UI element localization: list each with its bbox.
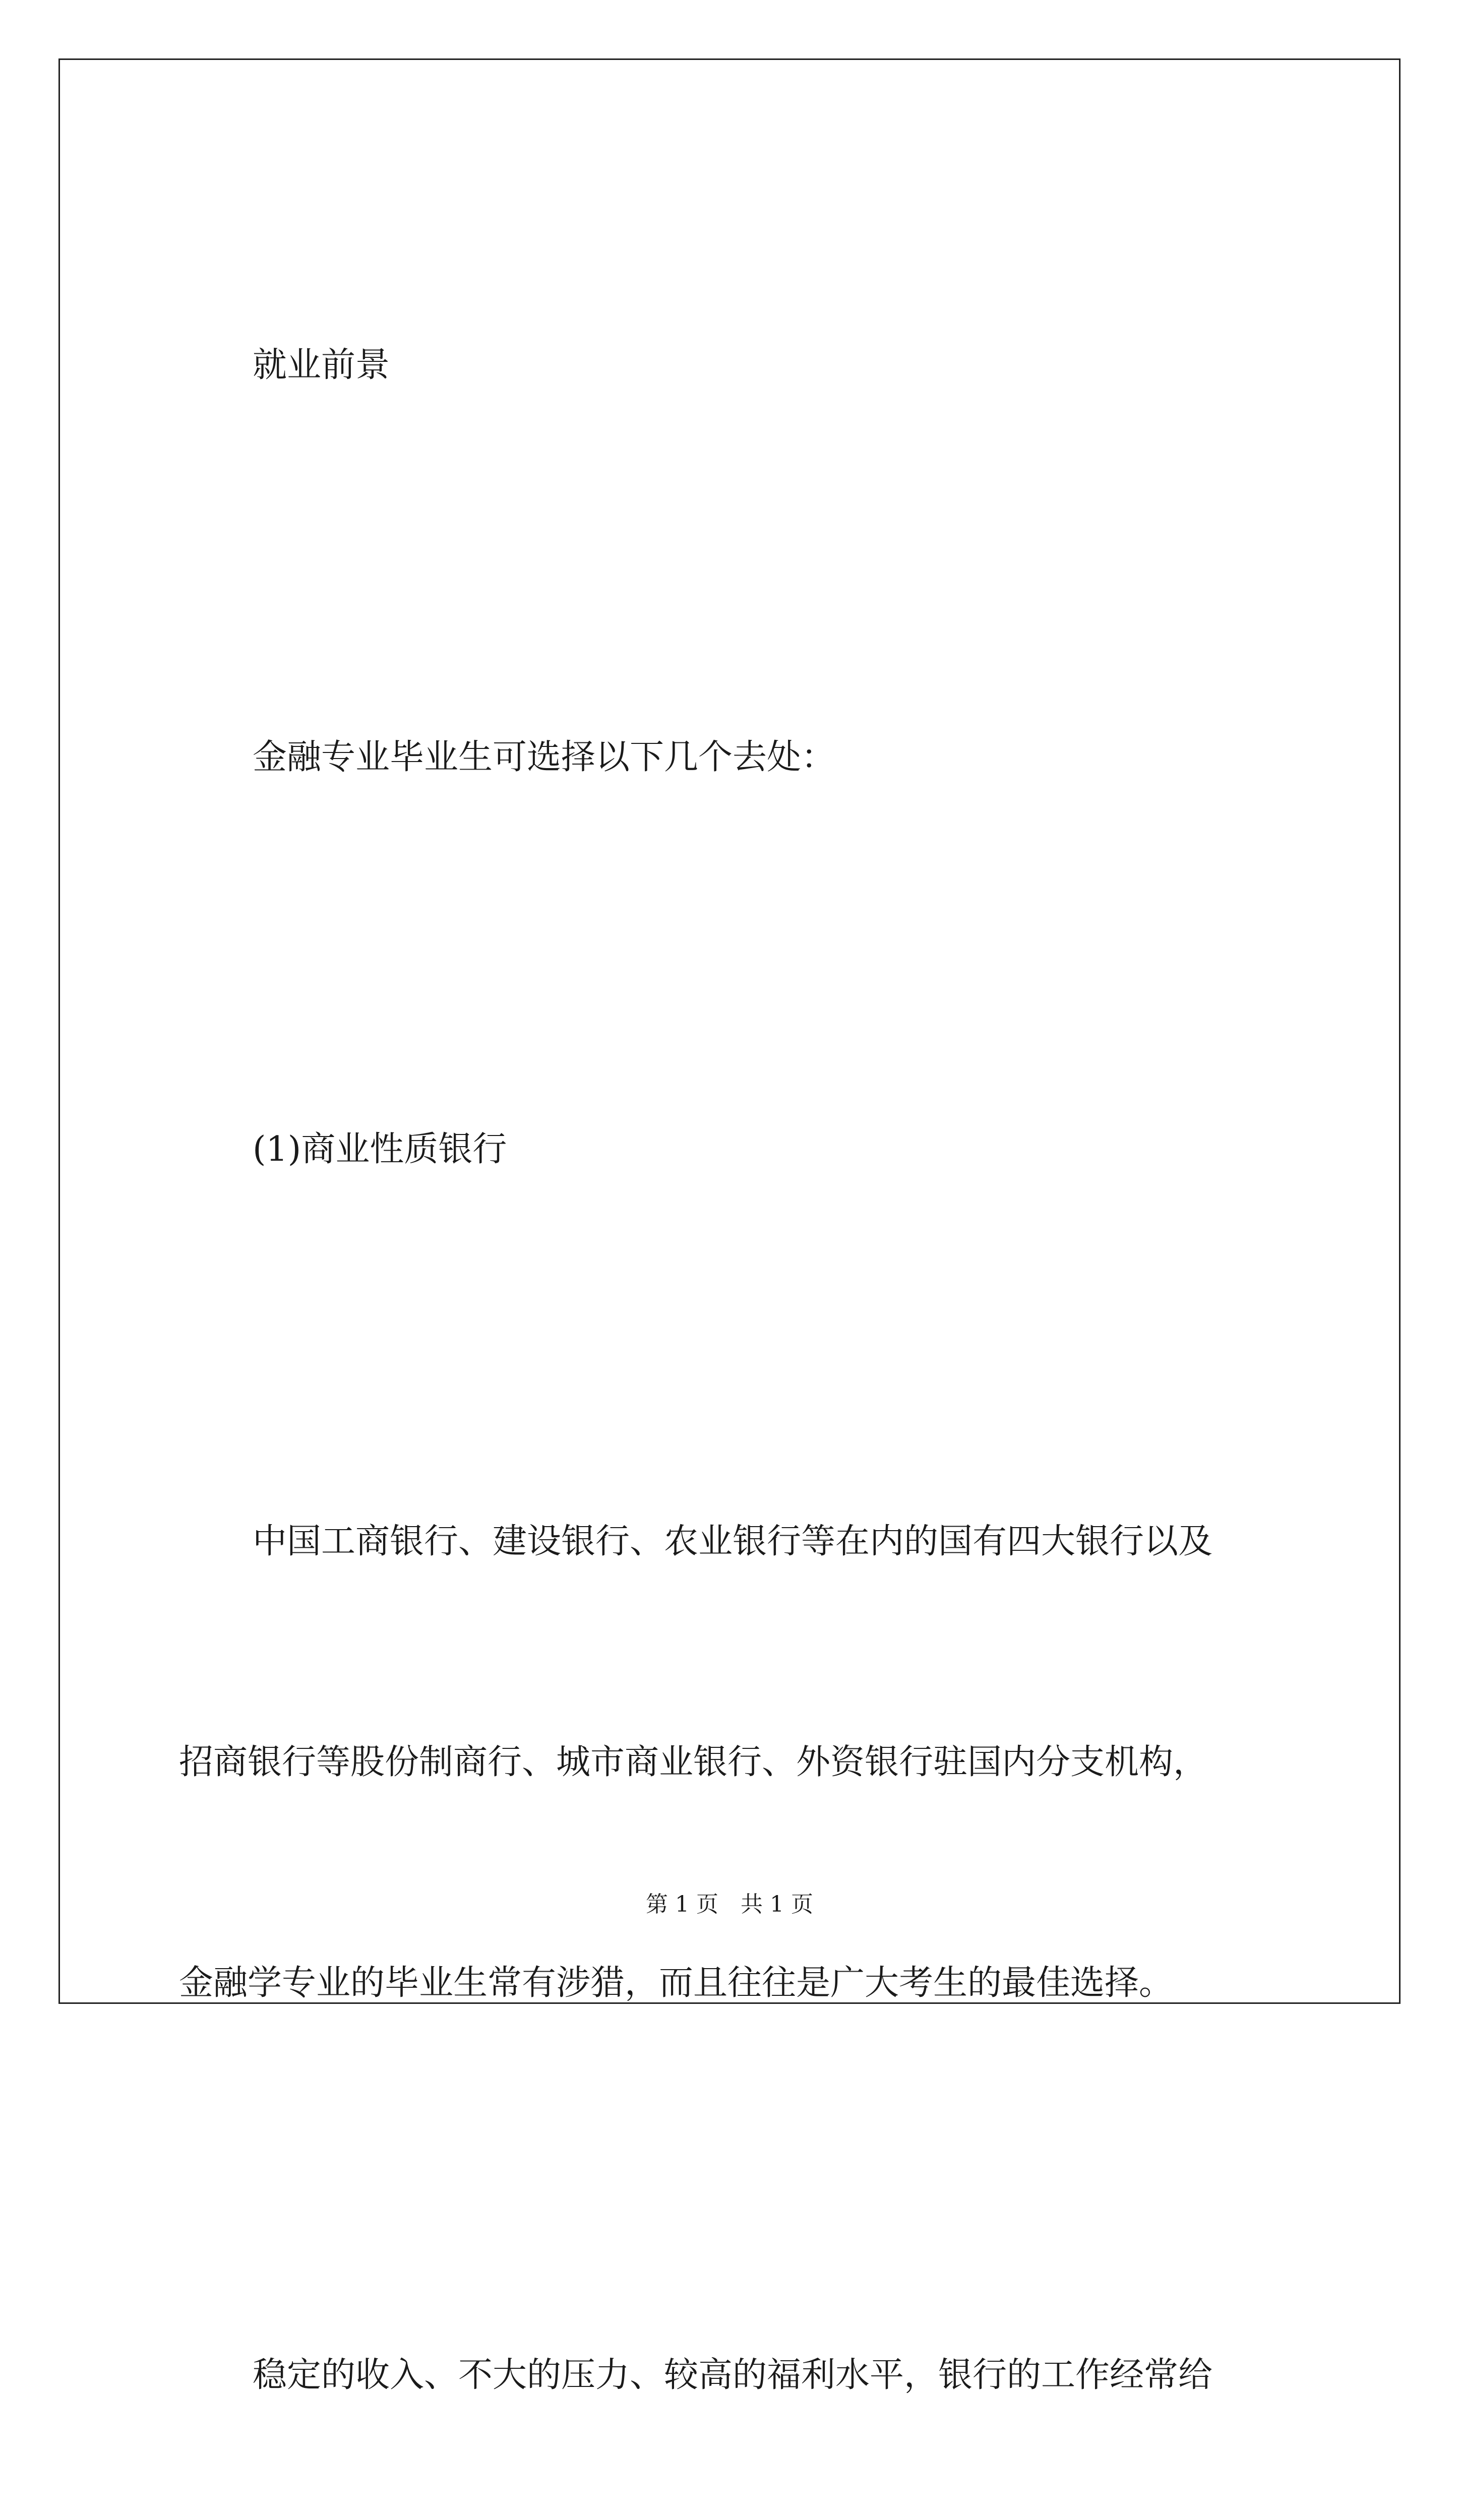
text-line: 金融学专业的毕业生常有涉猎，而且往往是广大考生的最佳选择。 [179, 1963, 1174, 2003]
text-line: 中国工商银行、建设银行、农业银行等在内的国有四大银行以及 [253, 1522, 1213, 1561]
text-line: 金融专业毕业生可选择以下几个去处： [253, 737, 836, 777]
paragraph-intro [179, 574, 1339, 941]
paragraph-banks-list [105, 1358, 1339, 2167]
text-line: 稳定的收入、不大的压力、较高的福利水平，银行的工作经常给 [253, 2355, 1213, 2395]
page-number-footer: 第 1 页 共 1 页 [646, 1892, 813, 1917]
text-line: 就业前景 [253, 345, 390, 385]
section-heading-commercial-banks [179, 966, 1339, 1334]
heading-employment-prospects [179, 181, 1339, 549]
text-line: 招商银行等股份制商行、城市商业银行、外资银行驻国内分支机构， [179, 1742, 1208, 1782]
document-body [179, 181, 1339, 2520]
paragraph-bank-benefits [105, 2191, 1339, 2520]
text-line: (1)商业性质银行 [253, 1129, 507, 1169]
